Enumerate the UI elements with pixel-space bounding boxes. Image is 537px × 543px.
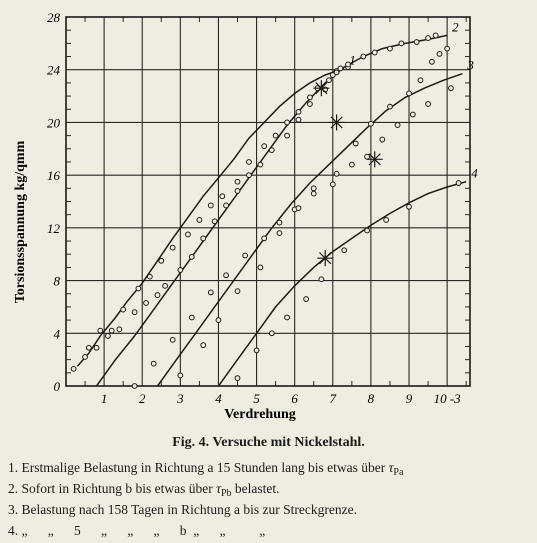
data-point xyxy=(330,182,335,187)
legend-text: Sofort in Richtung b bis etwas über xyxy=(21,481,213,496)
x-tick-label: 2 xyxy=(138,391,146,406)
data-point xyxy=(189,315,194,320)
data-point xyxy=(311,191,316,196)
x-tick-label: 5 xyxy=(253,391,260,406)
series-label-1: 1 xyxy=(349,52,356,68)
data-point xyxy=(262,144,267,149)
legend-item xyxy=(8,520,533,541)
data-point xyxy=(117,327,122,332)
legend-item xyxy=(8,457,533,478)
data-point xyxy=(407,204,412,209)
data-point xyxy=(235,289,240,294)
x-tick-label: 3 xyxy=(177,391,184,406)
data-point xyxy=(224,273,229,278)
data-point xyxy=(151,361,156,366)
data-point xyxy=(132,384,137,389)
data-point xyxy=(296,117,301,122)
data-point xyxy=(410,112,415,117)
data-point xyxy=(208,203,213,208)
data-point xyxy=(86,345,91,350)
figure-number: Fig. 4. xyxy=(172,435,210,450)
series-label-3: 3 xyxy=(467,57,474,73)
data-point xyxy=(388,104,393,109)
data-point xyxy=(178,268,183,273)
marker-star xyxy=(329,114,345,130)
data-point xyxy=(247,160,252,165)
data-point xyxy=(269,331,274,336)
tau-subscript: Pb xyxy=(220,488,232,499)
data-point xyxy=(285,133,290,138)
legend-number: 1. xyxy=(8,460,19,475)
data-point xyxy=(98,328,103,333)
data-point xyxy=(201,343,206,348)
data-point xyxy=(449,86,454,91)
data-point xyxy=(384,218,389,223)
y-tick-label: 4 xyxy=(53,326,60,342)
data-point xyxy=(243,253,248,258)
data-point xyxy=(163,283,168,288)
data-point xyxy=(285,315,290,320)
marker-star xyxy=(313,80,329,96)
figure-title: Versuche mit Nickelstahl. xyxy=(212,435,365,450)
data-point xyxy=(144,301,149,306)
marker-star xyxy=(367,151,383,167)
data-point xyxy=(342,248,347,253)
data-point xyxy=(170,337,175,342)
data-point xyxy=(353,141,358,146)
series-label-2: 2 xyxy=(452,19,459,35)
data-point xyxy=(189,254,194,259)
data-point xyxy=(220,194,225,199)
data-point xyxy=(365,154,370,159)
x-tick-label: 10 -3 xyxy=(433,391,461,406)
data-point xyxy=(159,258,164,263)
data-point xyxy=(277,231,282,236)
data-point xyxy=(365,228,370,233)
data-point xyxy=(388,46,393,51)
data-point xyxy=(380,137,385,142)
data-point xyxy=(334,70,339,75)
y-tick-label: 12 xyxy=(47,220,60,236)
data-point xyxy=(338,66,343,71)
marker-star xyxy=(317,250,333,266)
series-line-3 xyxy=(158,74,463,386)
data-point xyxy=(445,46,450,51)
tau-symbol: τ xyxy=(216,481,221,496)
data-point xyxy=(212,219,217,224)
y-tick-label: 28 xyxy=(47,10,60,25)
x-tick-label: 7 xyxy=(329,391,337,406)
legend-tail: belastet. xyxy=(234,481,280,496)
series-line-4 xyxy=(219,182,467,386)
data-point xyxy=(94,345,99,350)
data-point xyxy=(170,245,175,250)
y-axis-label: Torsionsspannung kg/qmm xyxy=(13,140,28,304)
legend-text: Belastung nach 158 Tagen in Richtung a bis zur Streckgrenze. xyxy=(21,502,357,517)
data-point xyxy=(136,286,141,291)
data-point xyxy=(429,59,434,64)
data-point xyxy=(269,148,274,153)
data-point xyxy=(327,78,332,83)
data-point xyxy=(247,173,252,178)
legend-item xyxy=(8,499,533,520)
data-point xyxy=(216,318,221,323)
y-tick-label: 8 xyxy=(53,273,60,289)
data-point xyxy=(258,162,263,167)
x-tick-label: 1 xyxy=(100,391,108,406)
data-point xyxy=(349,162,354,167)
data-point xyxy=(456,181,461,186)
legend-number: 2. xyxy=(8,481,19,496)
data-point xyxy=(197,218,202,223)
data-point xyxy=(109,328,114,333)
data-point xyxy=(418,78,423,83)
legend-text: „ „ 5 „ „ „ b „ „ „ xyxy=(21,523,266,538)
data-point xyxy=(407,91,412,96)
data-point xyxy=(304,297,309,302)
data-point xyxy=(319,277,324,282)
series-label-4: 4 xyxy=(471,165,478,181)
data-point xyxy=(285,120,290,125)
x-axis-label: Verdrehung xyxy=(224,407,296,422)
y-tick-label: 20 xyxy=(47,115,60,131)
data-point xyxy=(437,52,442,57)
data-point xyxy=(433,33,438,38)
data-point xyxy=(334,171,339,176)
legend-text: Erstmalige Belastung in Richtung a 15 Stunden lang bis etwas über xyxy=(21,460,386,475)
x-tick-label: 9 xyxy=(405,391,413,406)
data-point xyxy=(235,189,240,194)
data-point xyxy=(147,274,152,279)
data-point xyxy=(132,310,137,315)
data-point xyxy=(308,95,313,100)
y-tick-label: 0 xyxy=(53,379,60,394)
data-point xyxy=(178,373,183,378)
data-point xyxy=(426,36,431,41)
data-point xyxy=(262,236,267,241)
figure-caption xyxy=(0,435,537,451)
data-point xyxy=(395,123,400,128)
tau-symbol: τ xyxy=(388,460,394,475)
data-point xyxy=(361,54,366,59)
tau-subscript: Pa xyxy=(393,467,404,478)
data-point xyxy=(277,220,282,225)
data-point xyxy=(224,203,229,208)
data-point xyxy=(369,121,374,126)
data-point xyxy=(414,40,419,45)
data-point xyxy=(426,102,431,107)
data-point xyxy=(235,179,240,184)
data-point xyxy=(296,109,301,114)
data-point xyxy=(235,376,240,381)
chart-grid xyxy=(66,17,470,386)
data-point xyxy=(296,206,301,211)
chart-observations xyxy=(71,33,461,388)
data-point xyxy=(311,186,316,191)
data-point xyxy=(372,50,377,55)
data-point xyxy=(399,41,404,46)
data-point xyxy=(106,334,111,339)
legend-item xyxy=(8,478,533,499)
data-point xyxy=(258,265,263,270)
data-point xyxy=(273,133,278,138)
x-tick-label: 6 xyxy=(291,391,298,406)
data-point xyxy=(201,236,206,241)
series-line-1 xyxy=(77,68,344,366)
data-point xyxy=(71,366,76,371)
y-tick-label: 24 xyxy=(47,62,60,78)
data-point xyxy=(83,355,88,360)
data-point xyxy=(186,232,191,237)
legend-list xyxy=(8,457,533,541)
x-tick-label: 8 xyxy=(367,391,375,406)
legend-number: 4. xyxy=(8,523,19,538)
data-point xyxy=(254,348,259,353)
legend-number: 3. xyxy=(8,502,19,517)
data-point xyxy=(208,290,213,295)
data-point xyxy=(121,307,126,312)
data-point xyxy=(308,102,313,107)
data-point xyxy=(155,293,160,298)
y-tick-label: 16 xyxy=(47,168,60,184)
x-tick-label: 4 xyxy=(215,391,222,406)
